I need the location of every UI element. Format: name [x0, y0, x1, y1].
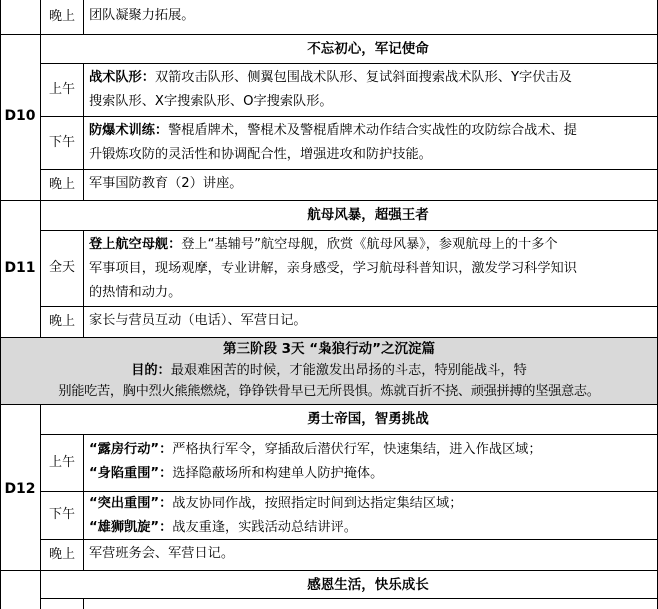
activity-text — [89, 66, 652, 114]
activity-description: 搜索队形、X字搜索队形、O字搜索队形。 — [89, 94, 333, 109]
period-label: 全天 — [48, 260, 75, 275]
activity-description: 的热情和动力。 — [89, 285, 182, 300]
day-label-d11: D11 — [4, 260, 36, 276]
period-column-divider — [83, 434, 84, 570]
table-left-border — [0, 0, 1, 609]
period-column-divider — [83, 0, 84, 34]
day-theme: 航母风暴，超强王者 — [307, 207, 429, 223]
period-label: 晚上 — [48, 314, 75, 329]
activity-text: 军事国防教育（2）讲座。 — [89, 176, 243, 191]
row-divider — [40, 434, 658, 435]
period-label: 下午 — [48, 135, 75, 150]
row-divider — [40, 230, 658, 231]
activity-description: 登上“基辅号”航空母舰，欣赏《航母风暴》，参观航母上的十多个 — [181, 237, 558, 252]
activity-description: 选择隐蔽场所和构建单人防护掩体。 — [172, 466, 384, 481]
activity-description: 严格执行军令，穿插敌后潜伏行军，快速集结，进入作战区域； — [172, 442, 542, 457]
activity-description: 警棍盾牌术，警棍术及警棍盾牌术动作结合实战性的攻防综合战术、提 — [168, 123, 577, 138]
day-label-d10: D10 — [4, 108, 36, 124]
period-label: 上午 — [48, 82, 75, 97]
activity-text: 团队凝聚力拓展。 — [89, 8, 195, 23]
day-label-d12: D12 — [4, 481, 36, 497]
activity-text: 军营班务会、军营日记。 — [89, 546, 235, 561]
period-label: 上午 — [48, 455, 75, 470]
period-label: 晚上 — [48, 547, 75, 562]
period-label: 晚上 — [48, 177, 75, 192]
stage-goal-line: 别能吃苦，胸中烈火熊熊燃烧，铮铮铁骨早已无所畏惧。炼就百折不挠、顽强拼搏的坚强意志。 — [58, 384, 600, 399]
activity-text — [89, 438, 652, 486]
activity-description: 战友协同作战，按照指定时间到达指定集结区域； — [172, 496, 463, 511]
stage-goal-line — [0, 360, 658, 381]
row-divider — [0, 570, 658, 571]
period-column-divider — [83, 63, 84, 200]
activity-label: 登上航空母舰： — [89, 237, 182, 252]
period-column-divider — [83, 598, 84, 609]
stage-goal-text: 最艰难困苦的时候，才能激发出昂扬的斗志，特别能战斗，特 — [170, 363, 527, 378]
activity-label: “雄狮凯旋”： — [89, 520, 173, 535]
period-label: 晚上 — [48, 9, 75, 24]
activity-description: 双箭攻击队形、侧翼包围战术队形、复试斜面搜索战术队形、Y字伏击及 — [154, 70, 572, 85]
day-theme: 不忘初心，军记使命 — [307, 41, 429, 57]
activity-label: 战术队形： — [89, 70, 155, 85]
stage-goal-label: 目的： — [131, 363, 171, 378]
activity-label: “身陷重围”： — [89, 466, 173, 481]
row-divider — [40, 598, 658, 599]
row-divider — [0, 200, 658, 201]
activity-text — [89, 119, 652, 167]
row-divider — [40, 116, 658, 117]
period-column-divider — [83, 230, 84, 337]
activity-text — [89, 233, 652, 305]
stage-title: 第三阶段 3天 “枭狼行动”之沉淀篇 — [222, 341, 436, 357]
activity-description: 升锻炼攻防的灵活性和协调配合性，增强进攻和防护技能。 — [89, 147, 432, 162]
day-theme: 感恩生活，快乐成长 — [307, 577, 429, 593]
row-divider — [0, 34, 658, 35]
activity-label: “露房行动”： — [89, 442, 173, 457]
activity-description: 军事项目，现场观摩，专业讲解，亲身感受，学习航母科普知识，激发学习科学知识 — [89, 261, 577, 276]
row-divider — [0, 404, 658, 405]
activity-label: “突出重围”： — [89, 496, 173, 511]
period-label: 下午 — [48, 507, 75, 522]
activity-text: 家长与营员互动（电话）、军营日记。 — [89, 313, 307, 328]
row-divider — [40, 169, 658, 170]
row-divider — [40, 63, 658, 64]
activity-description: 战友重逢，实践活动总结讲评。 — [172, 520, 357, 535]
day-theme: 勇士帝国，智勇挑战 — [307, 411, 429, 427]
row-divider — [0, 337, 658, 338]
activity-label: 防爆术训练： — [89, 123, 169, 138]
row-divider — [40, 306, 658, 307]
activity-text — [89, 492, 652, 540]
